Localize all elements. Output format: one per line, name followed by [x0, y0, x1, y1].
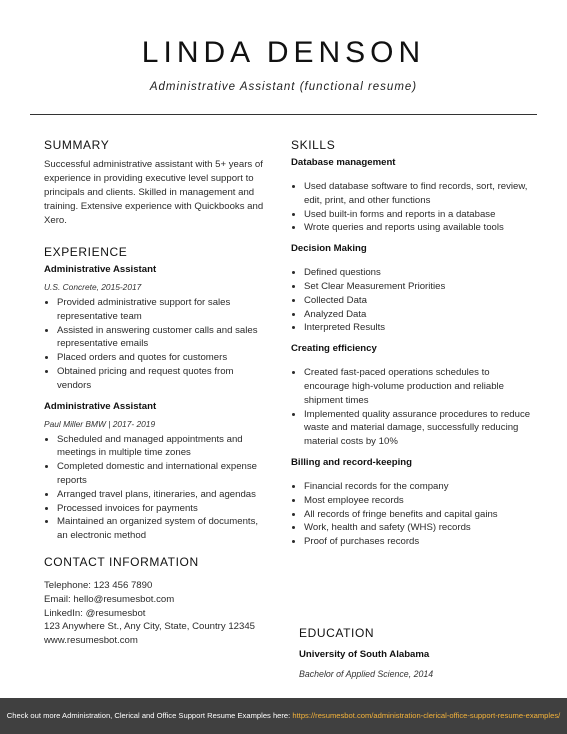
list-item: • Assisted in answering customer calls and sales representative emails — [57, 324, 266, 352]
skill-items — [291, 480, 531, 549]
footer-banner — [0, 698, 567, 734]
job-bullets — [44, 433, 266, 543]
job-bullets — [44, 296, 266, 393]
list-item: • Interpreted Results — [304, 321, 531, 335]
contact-website: www.resumesbot.com — [44, 635, 138, 647]
contact-linkedin: LinkedIn: @resumesbot — [44, 607, 146, 619]
summary-section — [44, 138, 266, 228]
education-degree: Bachelor of Applied Science, 2014 — [299, 669, 434, 679]
skill-group-title: Creating efficiency — [291, 343, 377, 355]
list-item: • Work, health and safety (WHS) records — [304, 521, 531, 535]
skill-items — [291, 266, 531, 335]
education-school: University of South Alabama — [299, 649, 430, 660]
list-item: • Used database software to find records, sort, review, edit, print, and other functions — [304, 180, 531, 208]
list-item: • Most employee records — [304, 494, 531, 508]
job-company: U.S. Concrete, 2015-2017 — [44, 282, 142, 292]
skill-group — [291, 457, 531, 549]
skill-group-title: Decision Making — [291, 243, 367, 255]
skill-group-title: Billing and record-keeping — [291, 456, 413, 468]
job-entry — [44, 264, 266, 393]
list-item: • Completed domestic and international expense reports — [57, 460, 266, 488]
skill-group — [291, 243, 531, 335]
skill-group — [291, 343, 531, 449]
list-item: • Processed invoices for payments — [57, 502, 266, 516]
list-item: • Analyzed Data — [304, 308, 531, 322]
job-title: Administrative Assistant — [44, 264, 157, 275]
experience-section — [44, 245, 266, 543]
job-entry — [44, 401, 266, 543]
list-item: • Maintained an organized system of documents, an electronic method — [57, 515, 266, 543]
skill-group — [291, 157, 531, 235]
job-company: Paul Miller BMW | 2017- 2019 — [44, 418, 156, 429]
right-column — [291, 138, 531, 557]
contact-address: 123 Anywhere St., Any City, State, Country 12345 — [44, 621, 256, 633]
header-divider — [30, 114, 537, 115]
skill-items — [291, 366, 531, 449]
list-item: • Scheduled and managed appointments and meetings in multiple time zones — [57, 433, 266, 461]
list-item: • Financial records for the company — [304, 480, 531, 494]
footer-link[interactable]: https://resumesbot.com/administration-clerical-office-support-resume-examples/ — [292, 711, 561, 720]
list-item: • Placed orders and quotes for customers — [57, 351, 266, 365]
contact-section — [44, 555, 266, 648]
list-item: • Collected Data — [304, 294, 531, 308]
list-item: • Obtained pricing and request quotes from vendors — [57, 365, 266, 393]
summary-heading: SUMMARY — [44, 138, 110, 152]
skill-group-title: Database management — [291, 157, 396, 168]
list-item: • Created fast-paced operations schedules to encourage high-volume production and reliable shipment times — [304, 366, 531, 407]
summary-text: Successful administrative assistant with 5+ years of experience in providing executive level support to principals and clients. Skilled in management and training. Extensive experience with Quickbooks and Xero. — [44, 159, 264, 226]
resume-name: LINDA DENSON — [141, 36, 426, 69]
footer-text: Check out more Administration, Clerical and Office Support Resume Examples here: — [6, 711, 293, 720]
list-item: • All records of fringe benefits and capital gains — [304, 508, 531, 522]
experience-heading: EXPERIENCE — [44, 245, 128, 259]
education-heading: EDUCATION — [299, 626, 375, 640]
list-item: • Arranged travel plans, itineraries, and agendas — [57, 488, 266, 502]
contact-heading: CONTACT INFORMATION — [44, 554, 199, 569]
job-title: Administrative Assistant — [44, 400, 157, 412]
list-item: • Wrote queries and reports using available tools — [304, 221, 531, 235]
list-item: • Set Clear Measurement Priorities — [304, 280, 531, 294]
contact-email: Email: hello@resumesbot.com — [44, 593, 175, 605]
resume-subtitle: Administrative Assistant (functional resume) — [149, 81, 418, 93]
list-item: • Used built-in forms and reports in a database — [304, 208, 531, 222]
contact-telephone: Telephone: 123 456 7890 — [44, 579, 153, 591]
skill-items — [291, 180, 531, 235]
left-column — [44, 138, 266, 648]
list-item: • Implemented quality assurance procedures to reduce waste and material damage, successfully reducing material costs by 10% — [304, 408, 531, 449]
list-item: • Proof of purchases records — [304, 535, 531, 549]
list-item: • Provided administrative support for sales representative team — [57, 296, 266, 324]
skills-heading: SKILLS — [291, 138, 336, 152]
list-item: • Defined questions — [304, 266, 531, 280]
